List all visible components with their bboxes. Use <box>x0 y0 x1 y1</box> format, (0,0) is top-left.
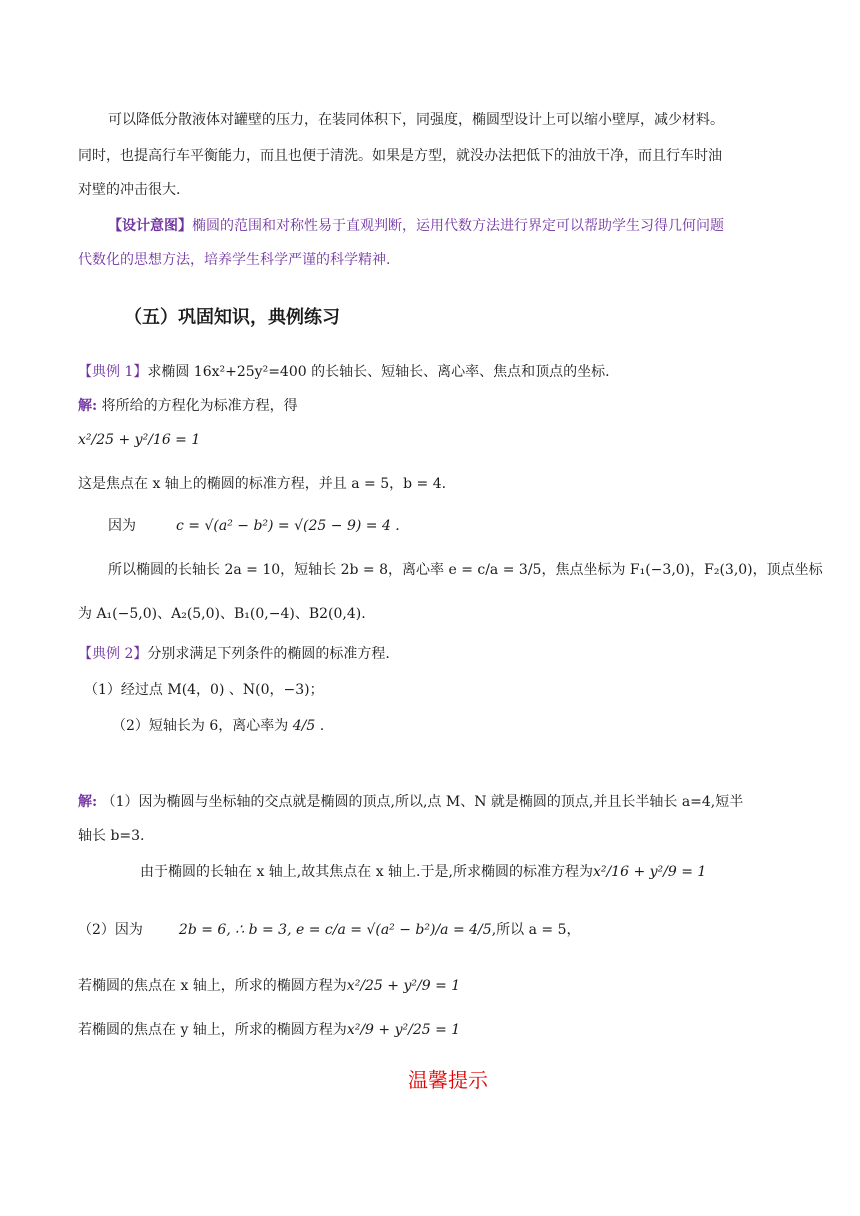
example-1-label: 【典例 1】 <box>78 364 148 380</box>
equation-x25-y9: x²/25 + y²/9 = 1 <box>346 978 461 994</box>
solution-text: 将所给的方程化为标准方程，得 <box>97 398 298 414</box>
example-1-vertices: 为 A₁(−5,0)、A₂(5,0)、B₁(0,−4)、B2(0,4). <box>78 606 366 622</box>
condition-2-fraction: 4/5 <box>292 718 316 734</box>
c-equation: c = √(a² − b²) = √(25 − 9) = 4 . <box>176 518 400 534</box>
solution-text: ,所以 a = 5， <box>491 922 581 938</box>
solution-text: 若椭圆的焦点在 y 轴上，所求的椭圆方程为 <box>78 1022 347 1038</box>
example-2-solution-line: 轴长 b=3. <box>78 828 145 844</box>
solution-text: 若椭圆的焦点在 x 轴上，所求的椭圆方程为 <box>78 978 347 994</box>
solution-label: 解: <box>78 398 98 414</box>
condition-2: （2）短轴长为 6，离心率为 4/5 . <box>112 718 325 734</box>
solution-text: （2）因为 <box>78 922 143 938</box>
solution-label: 解: <box>78 794 98 810</box>
design-intent-text: 椭圆的范围和对称性易于直观判断，运用代数方法进行界定可以帮助学生习得几何问题 <box>192 218 724 234</box>
warm-tip-heading: 温馨提示 <box>408 1068 488 1092</box>
example-2-solution-1 <box>78 792 743 812</box>
condition-1: （1）经过点 M(4，0) 、N(0，−3)； <box>84 682 324 698</box>
design-intent-line: 代数化的思想方法，培养学生科学严谨的科学精神. <box>78 252 391 268</box>
example-1-question <box>78 362 610 382</box>
design-intent-label: 【设计意图】 <box>108 218 192 234</box>
x-axis-case <box>78 976 460 996</box>
because-label: 因为 <box>108 518 136 534</box>
example-2-solution-2 <box>78 920 580 940</box>
equation-x16-y9: x²/16 + y²/9 = 1 <box>592 864 707 880</box>
standard-equation: x²/25 + y²/16 = 1 <box>78 432 201 448</box>
paragraph-line: 同时，也提高行车平衡能力，而且也便于清洗。如果是方型，就没办法把低下的油放干净，而且行车时油 <box>78 148 722 164</box>
example-1-solution-intro <box>78 396 298 416</box>
equation-e: 2b = 6, ∴ b = 3, e = c/a = √(a² − b²)/a = 4/5 <box>178 922 492 938</box>
paragraph-line: 对壁的冲击很大. <box>78 182 181 198</box>
solution-text: （1）因为椭圆与坐标轴的交点就是椭圆的顶点,所以,点 M、N 就是椭圆的顶点,并且长半轴长 a=4,短半 <box>97 794 744 810</box>
example-1-text: 求椭圆 16x²+25y²=400 的长轴长、短轴长、离心率、焦点和顶点的坐标. <box>147 364 610 380</box>
equation-x9-y25: x²/9 + y²/25 = 1 <box>346 1022 461 1038</box>
example-1-line: 这是焦点在 x 轴上的椭圆的标准方程，并且 a = 5，b = 4. <box>78 476 447 492</box>
example-1-because <box>108 516 400 536</box>
example-1-line: 所以椭圆的长轴长 2a = 10，短轴长 2b = 8，离心率 e = c/a = 3/5，焦点坐标为 F₁(−3,0)，F₂(3,0)，顶点坐标 <box>108 562 823 578</box>
example-2-text: 分别求满足下列条件的椭圆的标准方程. <box>147 646 390 662</box>
condition-2-text: （2）短轴长为 6，离心率为 <box>112 718 289 734</box>
paragraph-line: 可以降低分散液体对罐壁的压力，在装同体积下，同强度，椭圆型设计上可以缩小壁厚，减少材料。 <box>108 112 724 128</box>
example-2-question <box>78 644 390 664</box>
section-title: （五）巩固知识，典例练习 <box>124 307 340 328</box>
example-2-solution-line <box>140 862 706 882</box>
design-intent-line <box>108 216 724 236</box>
solution-text: 由于椭圆的长轴在 x 轴上,故其焦点在 x 轴上.于是,所求椭圆的标准方程为 <box>140 864 593 880</box>
y-axis-case <box>78 1020 460 1040</box>
example-2-label: 【典例 2】 <box>78 646 148 662</box>
